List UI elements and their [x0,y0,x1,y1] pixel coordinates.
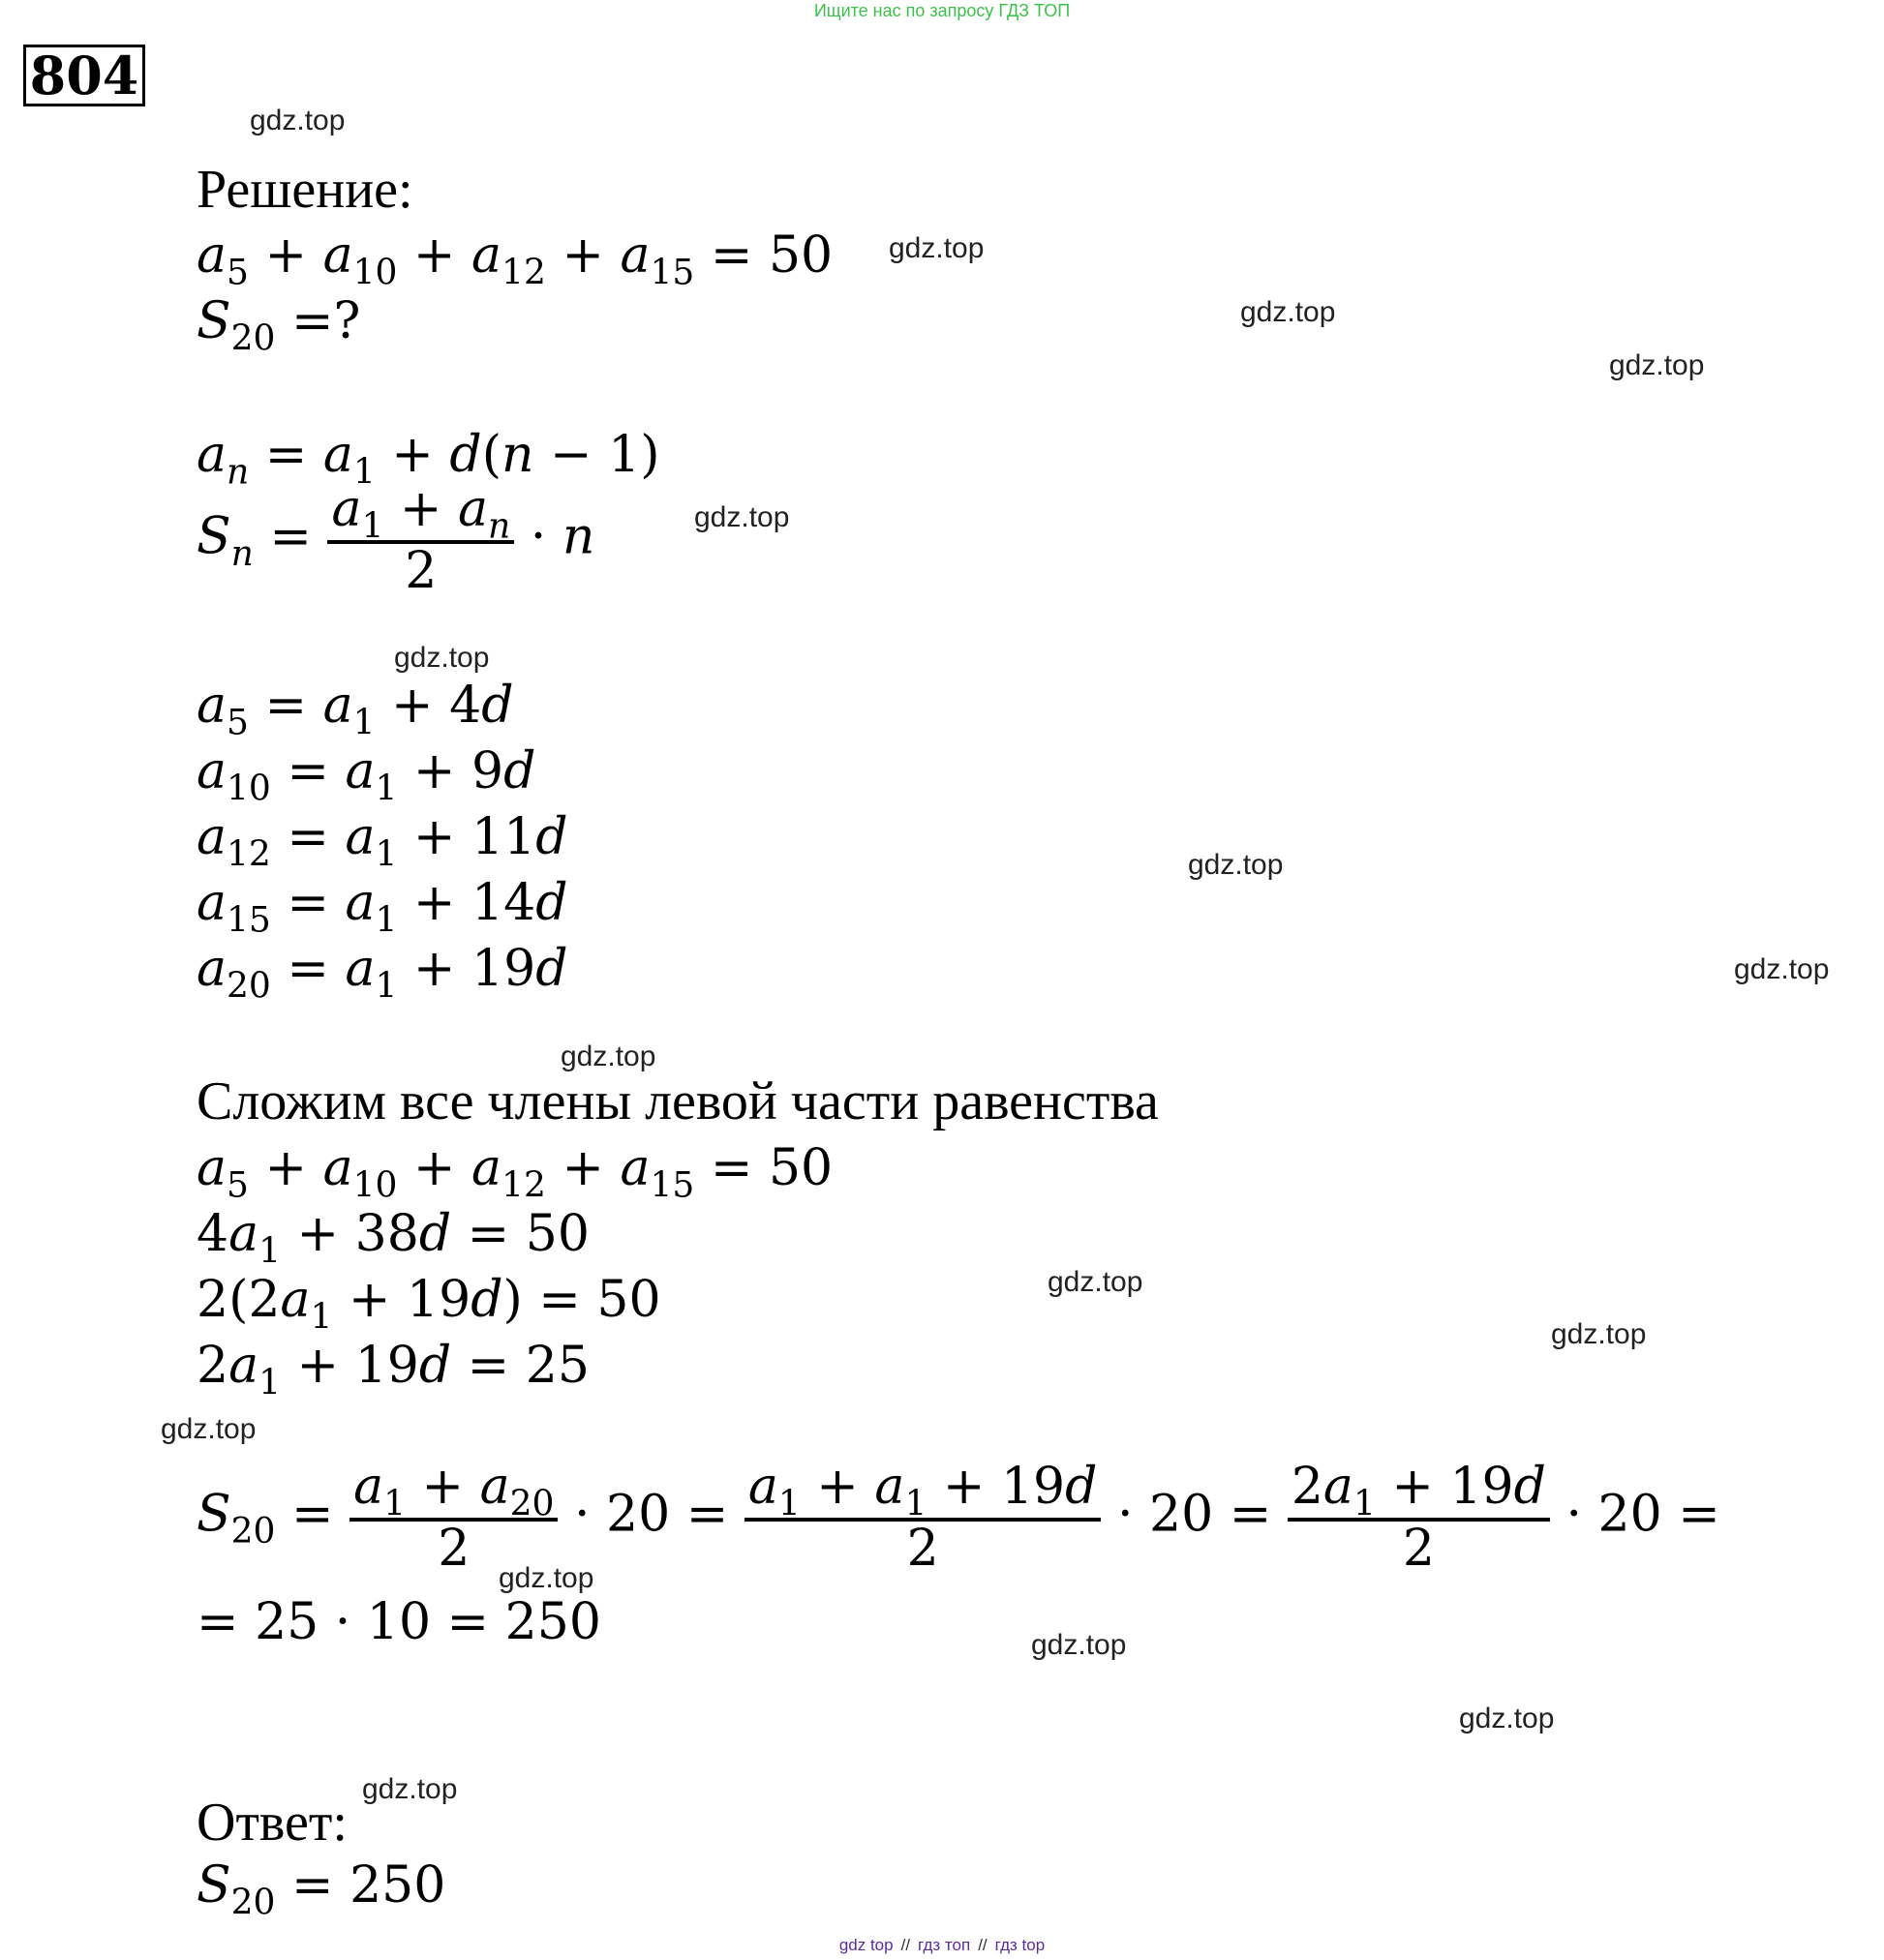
top-banner: Ищите нас по запросу ГДЗ ТОП [813,1,1071,20]
given-sum: 50 [768,226,834,285]
term-a10: $a_{10} = a_1 + 9d$ [197,742,536,809]
find-equation: $S_{20}$ =? [197,292,361,359]
coef-a10: 9 [471,742,504,800]
watermark: gdz.top [1734,953,1830,985]
watermark: gdz.top [499,1562,594,1594]
term-a15: $a_{15} = a_1 + 14d$ [197,874,568,941]
step-2: $2(2a_1 + 19d) = 50$ [197,1271,661,1338]
coef-a15: 14 [471,874,536,932]
nth-term-formula: $a_n = a_1 + d(n - 1)$ [197,426,660,493]
sum-formula: $S_n$ = $\frac{a_1 + a_n}{2}$ · n [197,480,595,600]
watermark: gdz.top [561,1040,656,1072]
watermark: gdz.top [694,501,790,533]
answer-value: 250 [349,1856,446,1915]
footer [0,1936,1884,1955]
coef-a5: 4 [449,677,482,735]
answer-label: Ответ: [197,1793,348,1853]
footer-separator: // [978,1936,988,1954]
watermark: gdz.top [1240,296,1336,328]
find-question: =? [290,292,361,350]
term-a5: $a_5 = a_1 + 4d$ [197,677,514,743]
watermark: gdz.top [161,1413,257,1445]
answer-equation: $S_{20} = 250$ [197,1856,446,1923]
watermark: gdz.top [1188,849,1284,881]
step-1: $4a_1 + 38d = 50$ [197,1205,590,1272]
watermark: gdz.top [1031,1629,1127,1661]
footer-link[interactable]: гдз топ [918,1936,971,1954]
coef-a12: 11 [471,808,536,866]
watermark: gdz.top [362,1773,458,1805]
term-a12: $a_{12} = a_1 + 11d$ [197,808,568,875]
watermark: gdz.top [1459,1703,1555,1734]
footer-link[interactable]: gdz top [838,1936,894,1954]
watermark: gdz.top [394,642,490,674]
add-text: Сложим все члены левой части равенства [197,1071,1159,1131]
footer-link[interactable]: гдз top [994,1936,1046,1954]
given-equation-repeat: $a_5 + a_{10} + a_{12} + a_{15} = 50$ [197,1139,834,1206]
footer-separator: // [900,1936,911,1954]
s20-computation: $S_{20}$ = $\frac{a_1 + a_{20}}{2}$ · 20 = $\frac{a_1 + a_1 + 19d}{2}$ · 20 = $\frac{2a_1 + 19d}{2}$ · 20 = [197,1458,1720,1578]
watermark: gdz.top [1551,1318,1647,1350]
given-sum: 50 [768,1139,834,1197]
watermark: gdz.top [1609,349,1705,381]
problem-number: 804 [23,45,145,106]
result-line: = 25 · 10 = 250 [197,1593,601,1651]
given-equation: $a_5 + a_{10} + a_{12} + a_{15} = 50$ [197,226,834,293]
solution-heading: Решение: [197,160,413,220]
watermark: gdz.top [250,105,346,136]
coef-a20: 19 [471,940,536,998]
watermark: gdz.top [1048,1266,1143,1298]
term-a20: $a_{20} = a_1 + 19d$ [197,940,568,1007]
step-3: $2a_1 + 19d = 25$ [197,1337,590,1403]
watermark: gdz.top [889,232,985,264]
